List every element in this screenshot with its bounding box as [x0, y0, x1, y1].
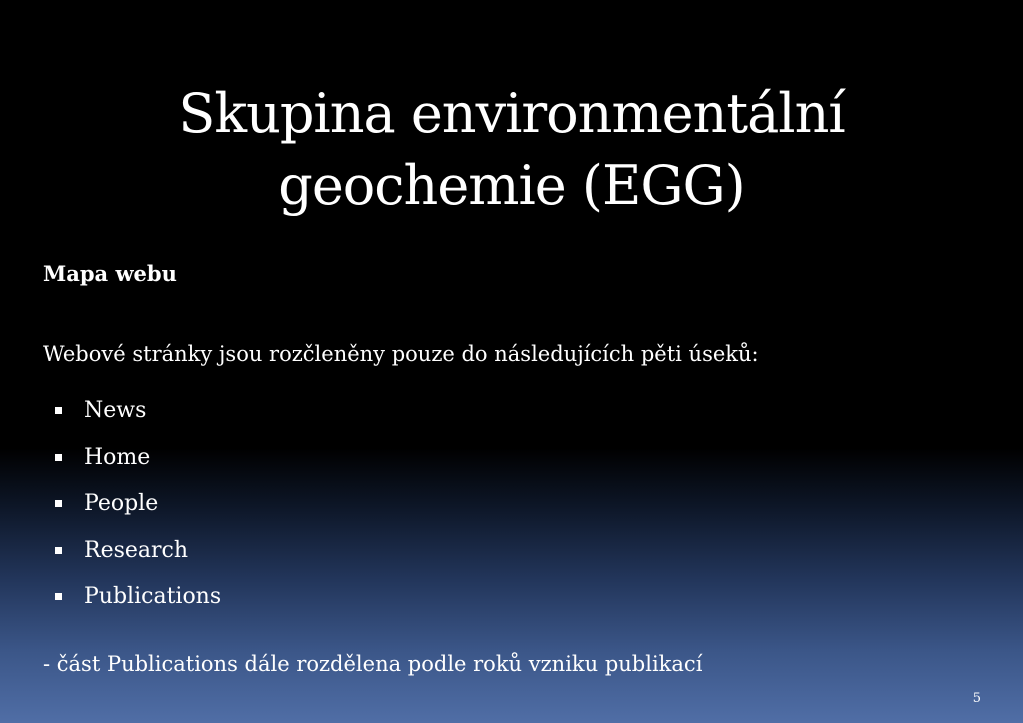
list-item-label: Publications [84, 584, 222, 609]
note-text: - část Publications dále rozdělena podle roků vzniku publikací [43, 652, 703, 676]
square-bullet-icon [55, 547, 62, 554]
list-item [52, 580, 221, 627]
list-item-label: Home [84, 444, 151, 470]
slide-title-line-1: Skupina environmentální [178, 82, 845, 145]
square-bullet-icon [55, 500, 62, 507]
list-item [52, 441, 221, 488]
sections-list [52, 394, 221, 627]
list-item [52, 487, 221, 534]
square-bullet-icon [55, 454, 62, 461]
slide-title [0, 78, 1023, 222]
subheading: Mapa webu [43, 261, 177, 286]
list-item-label: News [84, 398, 147, 423]
square-bullet-icon [55, 407, 62, 414]
list-item [52, 534, 221, 581]
list-item [52, 394, 221, 441]
intro-text: Webové stránky jsou rozčleněny pouze do následujících pěti úseků: [43, 342, 759, 366]
list-item-label: Research [84, 537, 189, 563]
list-item-label: People [84, 491, 159, 516]
page-number: 5 [972, 691, 981, 706]
slide-title-line-2: geochemie (EGG) [278, 154, 745, 217]
square-bullet-icon [55, 593, 62, 600]
